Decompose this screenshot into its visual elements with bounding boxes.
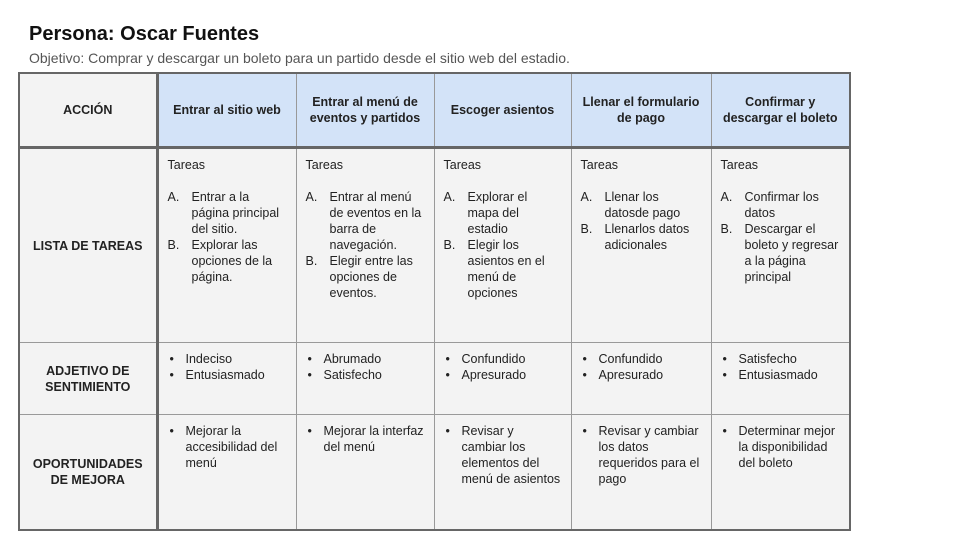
stage-feelings-cell — [157, 343, 296, 415]
task-marker: A. — [443, 190, 456, 204]
task-text: Descargar el boleto y regresar a la página principal — [744, 222, 839, 284]
task-text: Confirmar los datos — [744, 190, 819, 220]
feelings-list — [306, 351, 425, 383]
improvements-list — [721, 423, 841, 471]
improvement-item: • Mejorar la accesibilidad del menú — [186, 423, 287, 471]
task-text: Explorar el mapa del estadio — [467, 190, 528, 236]
improvements-list — [444, 423, 562, 487]
task-marker: B. — [720, 222, 733, 236]
task-marker: A. — [305, 190, 318, 204]
improvement-item: • Mejorar la interfaz del menú — [324, 423, 425, 455]
stage-action-cell: Escoger asientos — [434, 73, 571, 148]
tasks-label: Tareas — [305, 158, 344, 172]
improvement-item: • Determinar mejor la disponibilidad del boleto — [739, 423, 841, 471]
stage-improvements-cell — [434, 415, 571, 530]
feeling-item: • Entusiasmado — [739, 367, 841, 383]
improvements-list — [306, 423, 425, 455]
feelings-row — [19, 343, 850, 415]
stage-tasks-cell — [434, 148, 571, 343]
stage-improvements-cell — [157, 415, 296, 530]
task-item — [443, 237, 562, 301]
row-header-improvements: OPORTUNIDADES DE MEJORA — [19, 415, 157, 530]
tasks-label: Tareas — [443, 158, 482, 172]
feelings-list — [581, 351, 702, 383]
row-header-action: ACCIÓN — [19, 73, 157, 148]
stage-tasks-cell — [711, 148, 850, 343]
task-item — [167, 237, 287, 285]
feeling-item: • Confundido — [599, 351, 702, 367]
feelings-list — [444, 351, 562, 383]
feeling-item: • Apresurado — [462, 367, 562, 383]
feeling-item: • Satisfecho — [739, 351, 841, 367]
stage-feelings-cell — [434, 343, 571, 415]
stage-tasks-cell — [296, 148, 434, 343]
improvement-item: • Revisar y cambiar los datos requeridos para el pago — [599, 423, 702, 487]
objective-text: Objetivo: Comprar y descargar un boleto para un partido desde el sitio web del estadio. — [29, 50, 570, 66]
improvements-list — [168, 423, 287, 471]
tasks-label: Tareas — [580, 158, 619, 172]
task-marker: B. — [580, 222, 593, 236]
stage-improvements-cell — [571, 415, 711, 530]
stage-action-cell: Confirmar y descargar el boleto — [711, 73, 850, 148]
feelings-list — [721, 351, 841, 383]
task-marker: B. — [305, 254, 318, 268]
stage-feelings-cell — [571, 343, 711, 415]
feeling-item: • Entusiasmado — [186, 367, 287, 383]
action-row — [19, 73, 850, 148]
stage-improvements-cell — [711, 415, 850, 530]
task-item — [305, 189, 425, 253]
feeling-item: • Abrumado — [324, 351, 425, 367]
tasks-label: Tareas — [720, 158, 759, 172]
task-text: Entrar al menú de eventos en la barra de navegación. — [329, 190, 422, 252]
improvements-list — [581, 423, 702, 487]
page-title: Persona: Oscar Fuentes — [29, 23, 260, 45]
task-item — [580, 189, 702, 221]
task-text: Explorar las opciones de la página. — [191, 238, 273, 284]
task-item — [305, 253, 425, 301]
feeling-item: • Confundido — [462, 351, 562, 367]
row-header-tasks: LISTA DE TAREAS — [19, 148, 157, 343]
stage-feelings-cell — [711, 343, 850, 415]
task-list — [721, 189, 841, 285]
task-item — [580, 221, 702, 253]
task-text: Llenar los datosde pago — [604, 190, 681, 220]
task-list — [444, 189, 562, 301]
tasks-row — [19, 148, 850, 343]
task-marker: B. — [167, 238, 180, 252]
task-marker: A. — [167, 190, 180, 204]
feeling-item: • Indeciso — [186, 351, 287, 367]
stage-improvements-cell — [296, 415, 434, 530]
task-marker: B. — [443, 238, 456, 252]
task-text: Elegir los asientos en el menú de opciones — [467, 238, 545, 300]
task-item — [720, 221, 841, 285]
task-list — [168, 189, 287, 285]
task-item — [167, 189, 287, 237]
task-item — [443, 189, 562, 237]
task-list — [306, 189, 425, 301]
improvements-row — [19, 415, 850, 530]
stage-action-cell: Entrar al menú de eventos y partidos — [296, 73, 434, 148]
task-text: Entrar a la página principal del sitio. — [191, 190, 280, 236]
task-marker: A. — [580, 190, 593, 204]
task-item — [720, 189, 841, 221]
journey-map-table — [18, 72, 851, 531]
task-list — [581, 189, 702, 253]
task-text: Llenarlos datos adicionales — [604, 222, 690, 252]
feelings-list — [168, 351, 287, 383]
improvement-item: • Revisar y cambiar los elementos del menú de asientos — [462, 423, 562, 487]
task-marker: A. — [720, 190, 733, 204]
tasks-label: Tareas — [167, 158, 206, 172]
stage-tasks-cell — [157, 148, 296, 343]
feeling-item: • Satisfecho — [324, 367, 425, 383]
row-header-feelings: ADJETIVO DE SENTIMIENTO — [19, 343, 157, 415]
stage-action-cell: Llenar el formulario de pago — [571, 73, 711, 148]
task-text: Elegir entre las opciones de eventos. — [329, 254, 413, 300]
stage-tasks-cell — [571, 148, 711, 343]
stage-feelings-cell — [296, 343, 434, 415]
stage-action-cell: Entrar al sitio web — [157, 73, 296, 148]
feeling-item: • Apresurado — [599, 367, 702, 383]
